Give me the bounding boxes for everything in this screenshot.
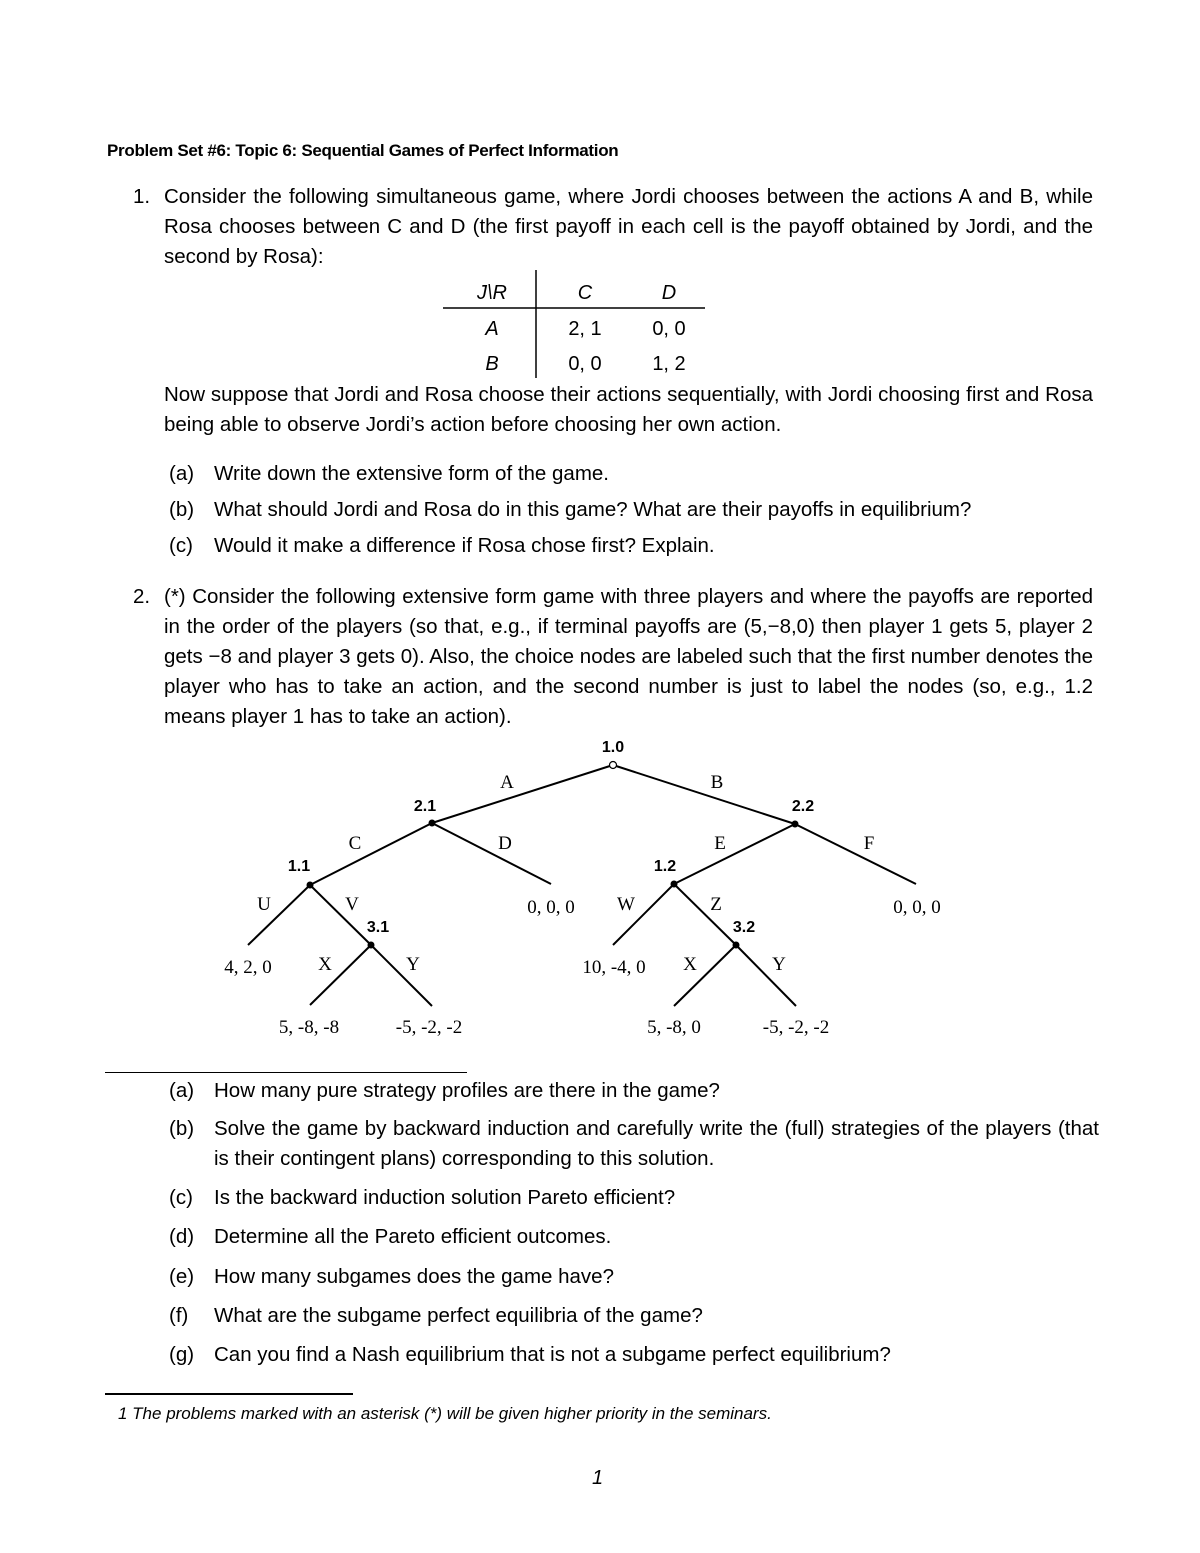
edge-v bbox=[310, 885, 371, 945]
table-row-label-b: B bbox=[485, 353, 499, 375]
payoff-w: 10, -4, 0 bbox=[582, 957, 646, 978]
edge-b bbox=[613, 765, 795, 824]
edge-a bbox=[432, 765, 613, 823]
action-label-f: F bbox=[863, 833, 875, 854]
q1-number: 1. bbox=[133, 185, 151, 208]
q2-item-a-label: (a) bbox=[169, 1079, 195, 1102]
node-3-2 bbox=[733, 942, 740, 949]
table-col-header-d: D bbox=[661, 282, 677, 304]
action-label-a: A bbox=[500, 772, 514, 793]
edge-y2 bbox=[736, 945, 796, 1006]
edge-y1 bbox=[371, 945, 432, 1006]
q2-item-c-label: (c) bbox=[169, 1186, 193, 1209]
q2-intro: (*) Consider the following extensive form game with three players and where the payoffs are reported in the order of the players (so that, e.g., if terminal payoffs are (5,−8,0) then player 1 gets 5, player 2 gets −8 and player 3 gets 0). Also, the choice nodes are labeled such that the first number denotes the player who has to take an action, and the second number is just to label the nodes (so, e.g., 1.2 means player 1 has to take an action). bbox=[164, 585, 1093, 728]
node-label-1-1: 1.1 bbox=[287, 858, 311, 875]
action-label-w: W bbox=[617, 894, 635, 915]
q1-item-b-label: (b) bbox=[169, 498, 195, 521]
node-label-1-0: 1.0 bbox=[601, 739, 625, 756]
q2-item-d-label: (d) bbox=[169, 1225, 195, 1248]
edge-c bbox=[310, 823, 432, 885]
edge-e bbox=[674, 824, 795, 884]
q1-item-b-text: What should Jordi and Rosa do in this game? What are their payoffs in equilibrium? bbox=[214, 498, 972, 521]
q2-item-b-label: (b) bbox=[169, 1117, 195, 1140]
footnote-divider bbox=[105, 1393, 353, 1395]
document-header: Problem Set #6: Topic 6: Sequential Games of Perfect Information bbox=[107, 141, 619, 160]
q1-intro: Consider the following simultaneous game, where Jordi chooses between the actions A and B, while Rosa chooses between C and D (the first payoff in each cell is the payoff obtained by Jordi, and the second by Rosa): bbox=[164, 185, 1093, 268]
action-label-v: V bbox=[345, 894, 359, 915]
table-cell-a-c: 2, 1 bbox=[568, 318, 602, 340]
q2-item-e-text: How many subgames does the game have? bbox=[214, 1265, 614, 1288]
action-label-y2: Y bbox=[772, 954, 786, 975]
table-cell-b-c: 0, 0 bbox=[568, 353, 602, 375]
action-label-c: C bbox=[348, 833, 362, 854]
root-node bbox=[610, 762, 617, 769]
node-2-2 bbox=[792, 821, 799, 828]
payoff-x1: 5, -8, -8 bbox=[278, 1017, 340, 1038]
q1-followup: Now suppose that Jordi and Rosa choose their actions sequentially, with Jordi choosing first and Rosa being able to observe Jordi’s action before choosing her own action. bbox=[164, 383, 1093, 436]
q1-item-c-text: Would it make a difference if Rosa chose first? Explain. bbox=[214, 534, 715, 557]
q2-number: 2. bbox=[133, 585, 151, 608]
page-number: 1 bbox=[592, 1467, 604, 1489]
node-1-1 bbox=[307, 882, 314, 889]
footnote: 1 The problems marked with an asterisk (*) will be given higher priority in the seminars. bbox=[118, 1404, 772, 1423]
node-label-3-2: 3.2 bbox=[732, 919, 756, 936]
edge-d bbox=[432, 823, 551, 884]
payoff-u: 4, 2, 0 bbox=[224, 957, 272, 978]
section-divider bbox=[105, 1072, 467, 1073]
payoff-d: 0, 0, 0 bbox=[527, 897, 575, 918]
node-label-1-2: 1.2 bbox=[653, 858, 677, 875]
node-3-1 bbox=[368, 942, 375, 949]
table-col-header-c: C bbox=[577, 282, 593, 304]
action-label-u: U bbox=[257, 894, 271, 915]
q1-item-a-label: (a) bbox=[169, 462, 195, 485]
table-cell-a-d: 0, 0 bbox=[652, 318, 686, 340]
edge-z bbox=[674, 884, 736, 945]
payoff-x2: 5, -8, 0 bbox=[647, 1017, 701, 1038]
q2-item-f-label: (f) bbox=[169, 1304, 189, 1327]
node-label-3-1: 3.1 bbox=[366, 919, 390, 936]
table-row-label-a: A bbox=[485, 318, 499, 340]
action-label-x2: X bbox=[683, 954, 697, 975]
table-cell-b-d: 1, 2 bbox=[652, 353, 686, 375]
node-2-1 bbox=[429, 820, 436, 827]
action-label-d: D bbox=[498, 833, 512, 854]
q2-item-b-text: Solve the game by backward induction and carefully write the (full) strategies of the players (that is their contingent plans) corresponding to this solution. bbox=[214, 1117, 1099, 1170]
table-corner-label: J\R bbox=[477, 282, 507, 304]
q2-item-e-label: (e) bbox=[169, 1265, 195, 1288]
action-label-y1: Y bbox=[406, 954, 420, 975]
action-label-z: Z bbox=[710, 894, 722, 915]
q2-item-a-text: How many pure strategy profiles are there in the game? bbox=[214, 1079, 720, 1102]
payoff-f: 0, 0, 0 bbox=[893, 897, 941, 918]
action-label-e: E bbox=[714, 833, 726, 854]
q2-item-f-text: What are the subgame perfect equilibria of the game? bbox=[214, 1304, 703, 1327]
node-label-2-2: 2.2 bbox=[791, 798, 815, 815]
payoff-y2: -5, -2, -2 bbox=[762, 1017, 830, 1038]
edge-f bbox=[795, 824, 916, 884]
action-label-b: B bbox=[710, 772, 724, 793]
payoff-y1: -5, -2, -2 bbox=[395, 1017, 463, 1038]
node-label-2-1: 2.1 bbox=[413, 798, 437, 815]
node-1-2 bbox=[671, 881, 678, 888]
q2-item-g-text: Can you find a Nash equilibrium that is not a subgame perfect equilibrium? bbox=[214, 1343, 891, 1366]
q2-item-c-text: Is the backward induction solution Pareto efficient? bbox=[214, 1186, 676, 1209]
q2-item-d-text: Determine all the Pareto efficient outcomes. bbox=[214, 1225, 612, 1248]
q2-item-g-label: (g) bbox=[169, 1343, 195, 1366]
q1-item-a-text: Write down the extensive form of the game. bbox=[214, 462, 610, 485]
action-label-x1: X bbox=[318, 954, 332, 975]
q1-item-c-label: (c) bbox=[169, 534, 193, 557]
